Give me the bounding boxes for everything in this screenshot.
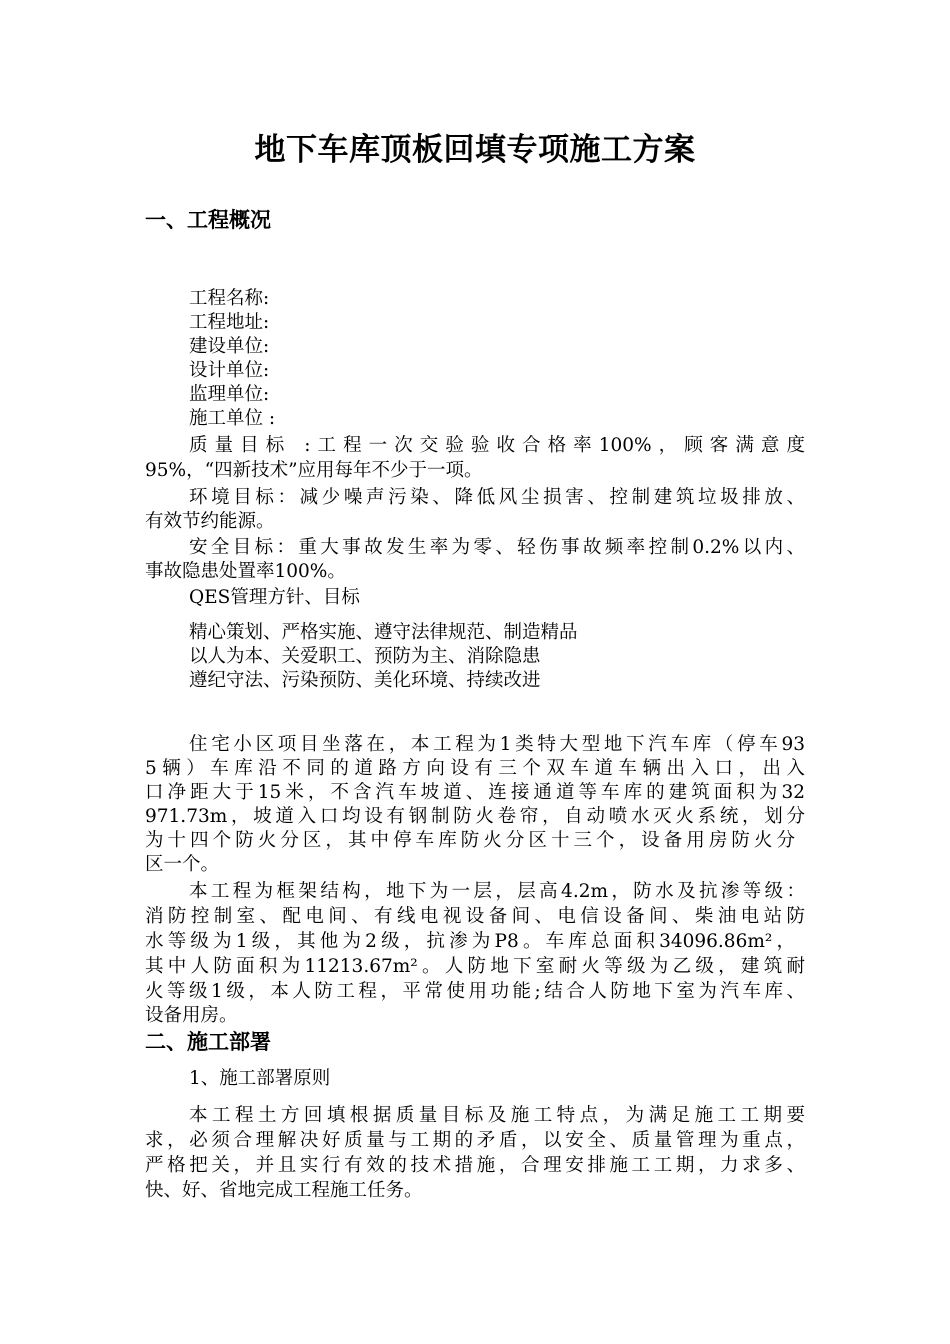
para1-line: 5辆）车库沿不同的道路方向设有三个双车道车辆出入口，出入 — [145, 758, 805, 779]
field-developer: 建设单位: — [189, 336, 270, 357]
subheading-deployment-principle: 1、施工部署原则 — [189, 1068, 331, 1089]
env-goal-line-2: 有效节约能源。 — [145, 511, 275, 532]
safety-goal-line-1: 安全目标：重大事故发生率为零、轻伤事故频率控制0.2%以内、 — [189, 537, 805, 558]
section2-para-line: 快、好、省地完成工程施工任务。 — [145, 1180, 423, 1201]
para2-line: 水等级为1级，其他为2级，抗渗为P8。车库总面积34096.86m²， — [145, 931, 795, 952]
para1-line: 为十四个防火分区，其中停车库防火分区十三个，设备用房防火分 — [145, 830, 795, 851]
para1-line: 口净距大于15米，不含汽车坡道、连接通道等车库的建筑面积为32 — [145, 782, 805, 803]
qes-item: 遵纪守法、污染预防、美化环境、持续改进 — [189, 670, 541, 691]
env-goal-line-1: 环境目标：减少噪声污染、降低风尘损害、控制建筑垃圾排放、 — [189, 487, 805, 508]
para1-line: 971.73m，坡道入口均设有钢制防火卷帘，自动喷水灭火系统，划分 — [145, 806, 805, 827]
para2-line: 设备用房。 — [145, 1005, 238, 1026]
qes-item: 以人为本、关爱职工、预防为主、消除隐患 — [189, 646, 541, 667]
safety-goal-line-2: 事故隐患处置率100%。 — [145, 561, 346, 582]
qes-heading: QES管理方针、目标 — [189, 587, 360, 608]
section-heading-deployment: 二、施工部署 — [145, 1030, 271, 1054]
para2-line: 其中人防面积为11213.67m²。人防地下室耐火等级为乙级，建筑耐 — [145, 956, 805, 977]
document-title: 地下车库顶板回填专项施工方案 — [254, 132, 696, 168]
para2-line: 火等级1级，本人防工程，平常使用功能;结合人防地下室为汽车库、 — [145, 981, 805, 1002]
section-heading-overview: 一、工程概况 — [145, 208, 271, 232]
field-designer: 设计单位: — [189, 360, 270, 381]
para2-line: 本工程为框架结构，地下为一层，层高4.2m，防水及抗渗等级： — [189, 881, 805, 902]
quality-goal-line-1: 质量目标 :工程一次交验验收合格率100%，顾客满意度 — [189, 435, 805, 456]
section2-para-line: 本工程土方回填根据质量目标及施工特点，为满足施工工期要 — [189, 1105, 805, 1126]
field-project-address: 工程地址: — [189, 312, 270, 333]
para1-line: 住宅小区项目坐落在，本工程为1类特大型地下汽车库（停车93 — [189, 734, 805, 755]
field-supervisor: 监理单位: — [189, 384, 270, 405]
qes-item: 精心策划、严格实施、遵守法律规范、制造精品 — [189, 622, 578, 643]
quality-goal-line-2: 95%，“四新技术”应用每年不少于一项。 — [145, 460, 483, 481]
para1-line: 区一个。 — [145, 854, 220, 875]
field-project-name: 工程名称: — [189, 288, 270, 309]
para2-line: 消防控制室、配电间、有线电视设备间、电信设备间、柴油电站防 — [145, 906, 805, 927]
section2-para-line: 严格把关，并且实行有效的技术措施，合理安排施工工期，力求多、 — [145, 1155, 805, 1176]
section2-para-line: 求，必须合理解决好质量与工期的矛盾，以安全、质量管理为重点， — [145, 1130, 805, 1151]
field-contractor: 施工单位 : — [189, 408, 276, 429]
